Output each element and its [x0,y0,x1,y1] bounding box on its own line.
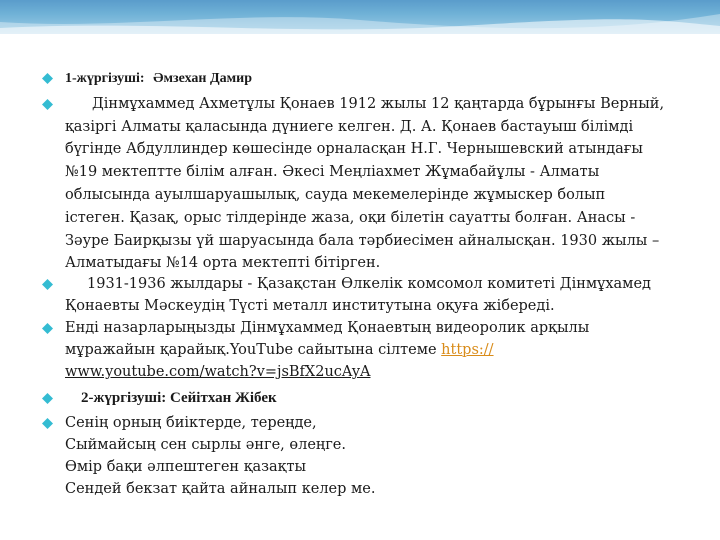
slide-content [0,62,720,532]
poem-line: Сендей бекзат қайта айналып келер ме. [65,481,376,497]
video-link-prefix: мұражайын қарайық.YouTube сайытына сілтеме [65,342,442,358]
biography-line: Дінмұхаммед Ахметұлы Қонаев 1912 жылы 12 қаңтарда бұрынғы Верный, [92,96,665,112]
diamond-icon [42,279,53,290]
diamond-icon [42,393,53,404]
presenter-2-label: 2-жүргізуші: Сейітхан Жібек [81,390,277,406]
header-wave-decoration [0,0,720,34]
education-line: Қонаевты Мәскеудің Түсті металл институтына оқуға жібереді. [65,298,555,314]
poem-line: Өмір бақи әлпештеген қазақты [65,459,307,475]
biography-line: Зәуре Баирқызы үй шаруасында бала тәрбиесімен айналысқан. 1930 жылы – [65,233,660,249]
biography-line: облысында ауылшаруашылық, сауда мекемелерінде жұмыскер болып [65,187,606,203]
biography-line: №19 мектептте білім алған. Әкесі Меңлiахмет Жұмабайұлы - Алматы [65,164,600,180]
video-link-line [65,340,494,360]
diamond-icon [42,73,53,84]
presenter-2-line [65,388,277,408]
header-decoration-band [0,0,720,34]
biography-line: істеген. Қазақ, орыс тілдерінде жаза, оқи білетін сауатты болған. Анасы - [65,210,636,226]
video-intro-line: Енді назарларыңызды Дінмұхаммед Қонаевтың видеоролик арқылы [65,320,590,336]
video-link-line-2 [65,362,370,382]
presenter-1-name: Әмзехан Дамир [153,71,252,86]
diamond-icon [42,99,53,110]
poem-line: Сыймайсың сен сырлы әнге, өлеңге. [65,437,346,453]
biography-line: қазіргі Алматы қаласында дүниеге келген. Д. А. Қонаев бастауыш білімді [65,119,634,135]
diamond-icon [42,418,53,429]
diamond-icon [42,323,53,334]
education-line: 1931-1936 жылдары - Қазақстан Өлкелік комсомол комитеті Дінмұхамед [87,276,651,292]
presenter-1-line [65,68,252,89]
presenter-1-label: 1-жүргізуші: [65,71,145,86]
biography-line: Алматыдағы №14 орта мектепті бітірген. [65,255,381,271]
poem-line: Сенің орның биіктерде, тереңде, [65,415,317,431]
youtube-link-part-1[interactable]: https:// [441,342,494,358]
youtube-link-part-2[interactable]: www.youtube.com/watch?v=jsBfX2ucAyA [65,364,371,380]
biography-line: бүгінде Абдуллиндер көшесінде орналасқан Н.Г. Чернышевский атындағы [65,141,643,157]
